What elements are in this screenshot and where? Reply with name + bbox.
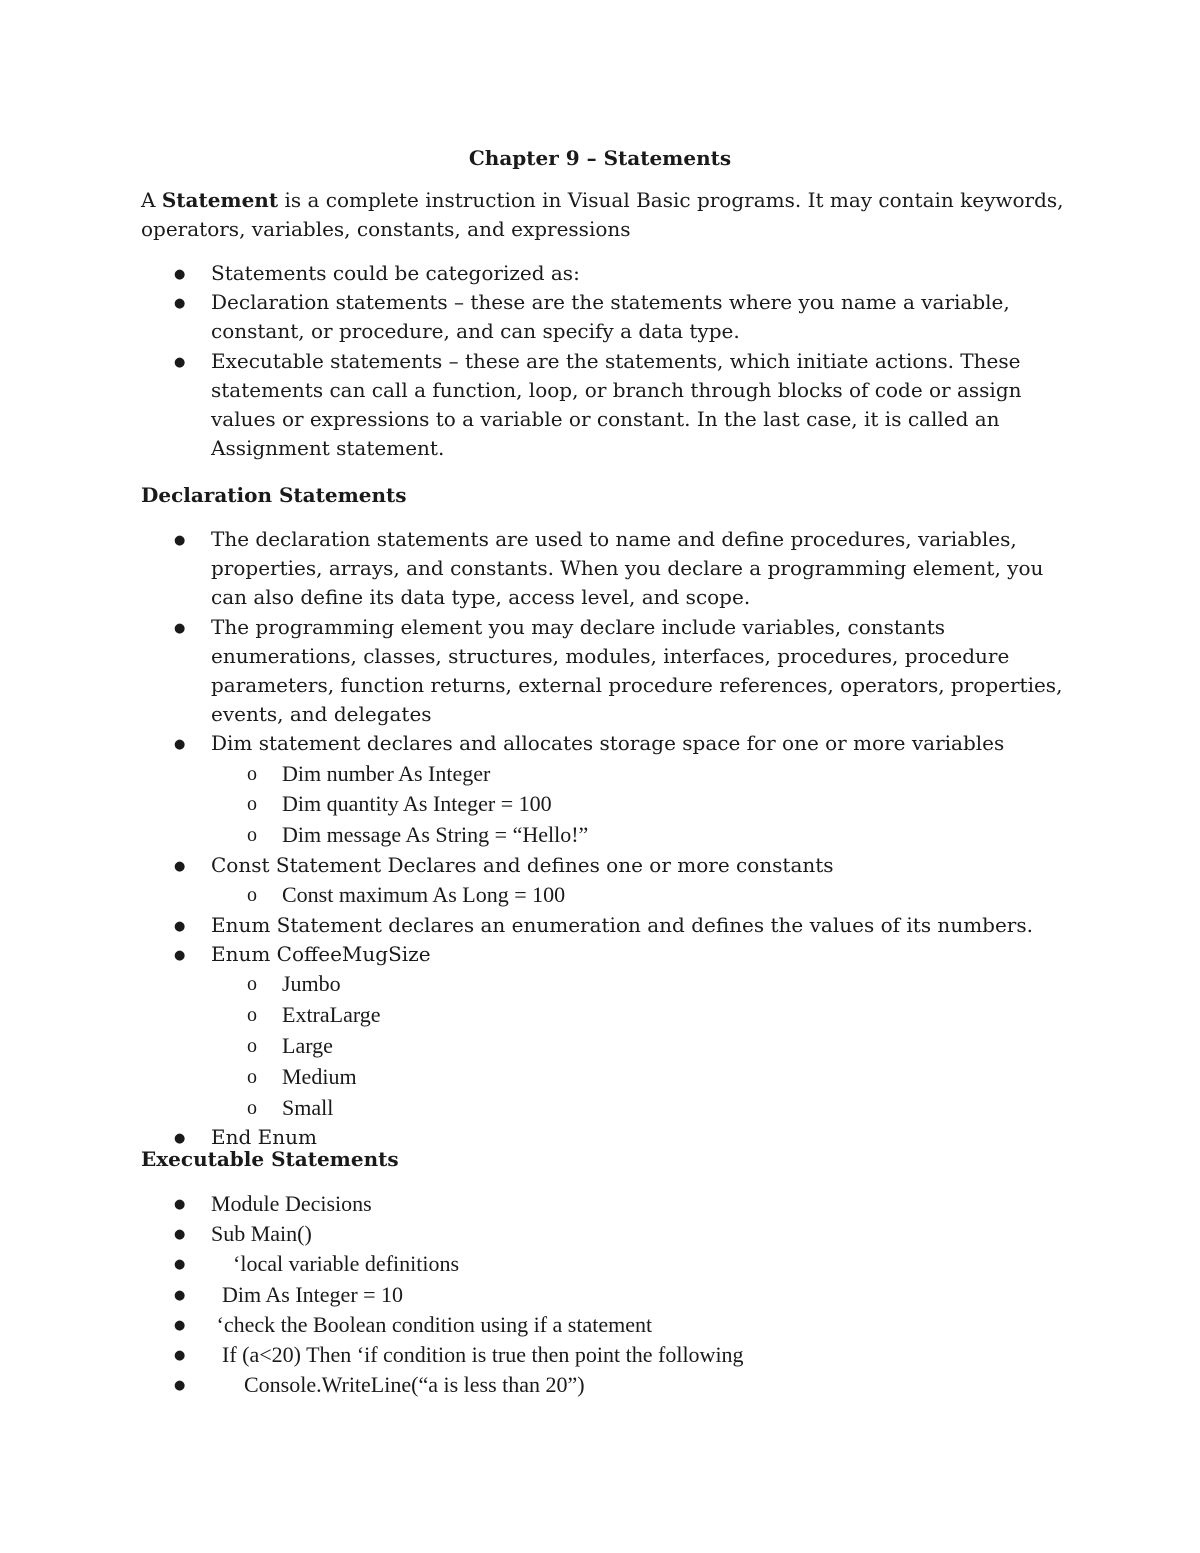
bullet-icon xyxy=(174,1219,185,1251)
sub-item: o Small xyxy=(211,1093,1071,1124)
sub-item: o ExtraLarge xyxy=(211,1000,1071,1031)
bullet-icon xyxy=(174,940,185,972)
bullet-icon xyxy=(174,259,185,291)
declaration-list xyxy=(141,525,1071,1153)
sub-item: o Const maximum As Long = 100 xyxy=(211,880,1071,911)
circle-bullet-icon: o xyxy=(247,1096,257,1119)
intro-paragraph xyxy=(141,186,1071,244)
list-item: ● Enum CoffeeMugSize o Jumbo o ExtraLarge o Large o Medium o Small xyxy=(141,940,1071,1123)
list-item: ● Sub Main() xyxy=(141,1219,1071,1249)
bullet-icon xyxy=(174,911,185,943)
circle-bullet-icon: o xyxy=(247,824,257,847)
list-item: ● Declaration statements – these are the statements where you name a variable, constant, or procedure, and can specify a data type. xyxy=(141,288,1071,346)
bullet-icon xyxy=(174,347,185,379)
list-item: ● If (a<20) Then ‘if condition is true then point the following xyxy=(141,1340,1071,1370)
dim-examples xyxy=(211,759,1071,851)
list-item: ● Enum Statement declares an enumeration and defines the values of its numbers. xyxy=(141,911,1071,940)
sub-item: o Dim number As Integer xyxy=(211,759,1071,790)
sub-item: o Dim message As String = “Hello!” xyxy=(211,820,1071,851)
list-item: ● Console.WriteLine(“a is less than 20”) xyxy=(141,1370,1071,1400)
executable-list xyxy=(141,1189,1071,1400)
list-item: ● The declaration statements are used to name and define procedures, variables, properties, arrays, and constants. When you declare a programming element, you can also define its data type, access level, and scope. xyxy=(141,525,1071,613)
bullet-icon xyxy=(174,1370,185,1402)
sub-item: o Large xyxy=(211,1031,1071,1062)
bullet-icon xyxy=(174,1310,185,1342)
intro-prefix: A xyxy=(141,188,162,212)
list-item: ● Statements could be categorized as: xyxy=(141,259,1071,288)
executable-heading: Executable Statements xyxy=(141,1147,399,1171)
intro-rest: is a complete instruction in Visual Basic programs. It may contain keywords, operators, variables, constants, and expressions xyxy=(141,188,1064,241)
list-item: ● End Enum xyxy=(141,1123,1071,1152)
bullet-icon xyxy=(174,1249,185,1281)
circle-bullet-icon: o xyxy=(247,1004,257,1027)
overview-list xyxy=(141,259,1071,463)
circle-bullet-icon: o xyxy=(247,793,257,816)
list-item: ● Module Decisions xyxy=(141,1189,1071,1219)
circle-bullet-icon: o xyxy=(247,884,257,907)
bullet-icon xyxy=(174,613,185,645)
list-item: ● Dim As Integer = 10 xyxy=(141,1280,1071,1310)
list-item: ● ‘check the Boolean condition using if a statement xyxy=(141,1310,1071,1340)
intro-bold-term: Statement xyxy=(161,188,279,212)
circle-bullet-icon: o xyxy=(247,762,257,785)
bullet-icon xyxy=(174,851,185,883)
list-item: ● Executable statements – these are the statements, which initiate actions. These statements can call a function, loop, or branch through blocks of code or assign values or expressions to a variable or constant. In the last case, it is called an Assignment statement. xyxy=(141,347,1071,464)
declaration-heading: Declaration Statements xyxy=(141,483,407,507)
bullet-icon xyxy=(174,729,185,761)
circle-bullet-icon: o xyxy=(247,973,257,996)
list-item: ● ‘local variable definitions xyxy=(141,1249,1071,1279)
sub-item: o Medium xyxy=(211,1062,1071,1093)
circle-bullet-icon: o xyxy=(247,1065,257,1088)
list-item: ● Const Statement Declares and defines one or more constants o Const maximum As Long = 100 xyxy=(141,851,1071,911)
sub-item: o Dim quantity As Integer = 100 xyxy=(211,789,1071,820)
page-title: Chapter 9 – Statements xyxy=(468,146,732,170)
list-item: ● The programming element you may declare include variables, constants enumerations, classes, structures, modules, interfaces, procedures, procedure parameters, function returns, external procedure references, operators, properties, events, and delegates xyxy=(141,613,1071,730)
bullet-icon xyxy=(174,1340,185,1372)
bullet-icon xyxy=(174,1189,185,1221)
bullet-icon xyxy=(174,1280,185,1312)
circle-bullet-icon: o xyxy=(247,1035,257,1058)
sub-item: o Jumbo xyxy=(211,969,1071,1000)
const-examples xyxy=(211,880,1071,911)
bullet-icon xyxy=(174,288,185,320)
list-item: ● Dim statement declares and allocates storage space for one or more variables o Dim number As Integer o Dim quantity As Integer = 100 o Dim message As String = “Hello!” xyxy=(141,729,1071,851)
enum-members xyxy=(211,969,1071,1123)
bullet-icon xyxy=(174,525,185,557)
